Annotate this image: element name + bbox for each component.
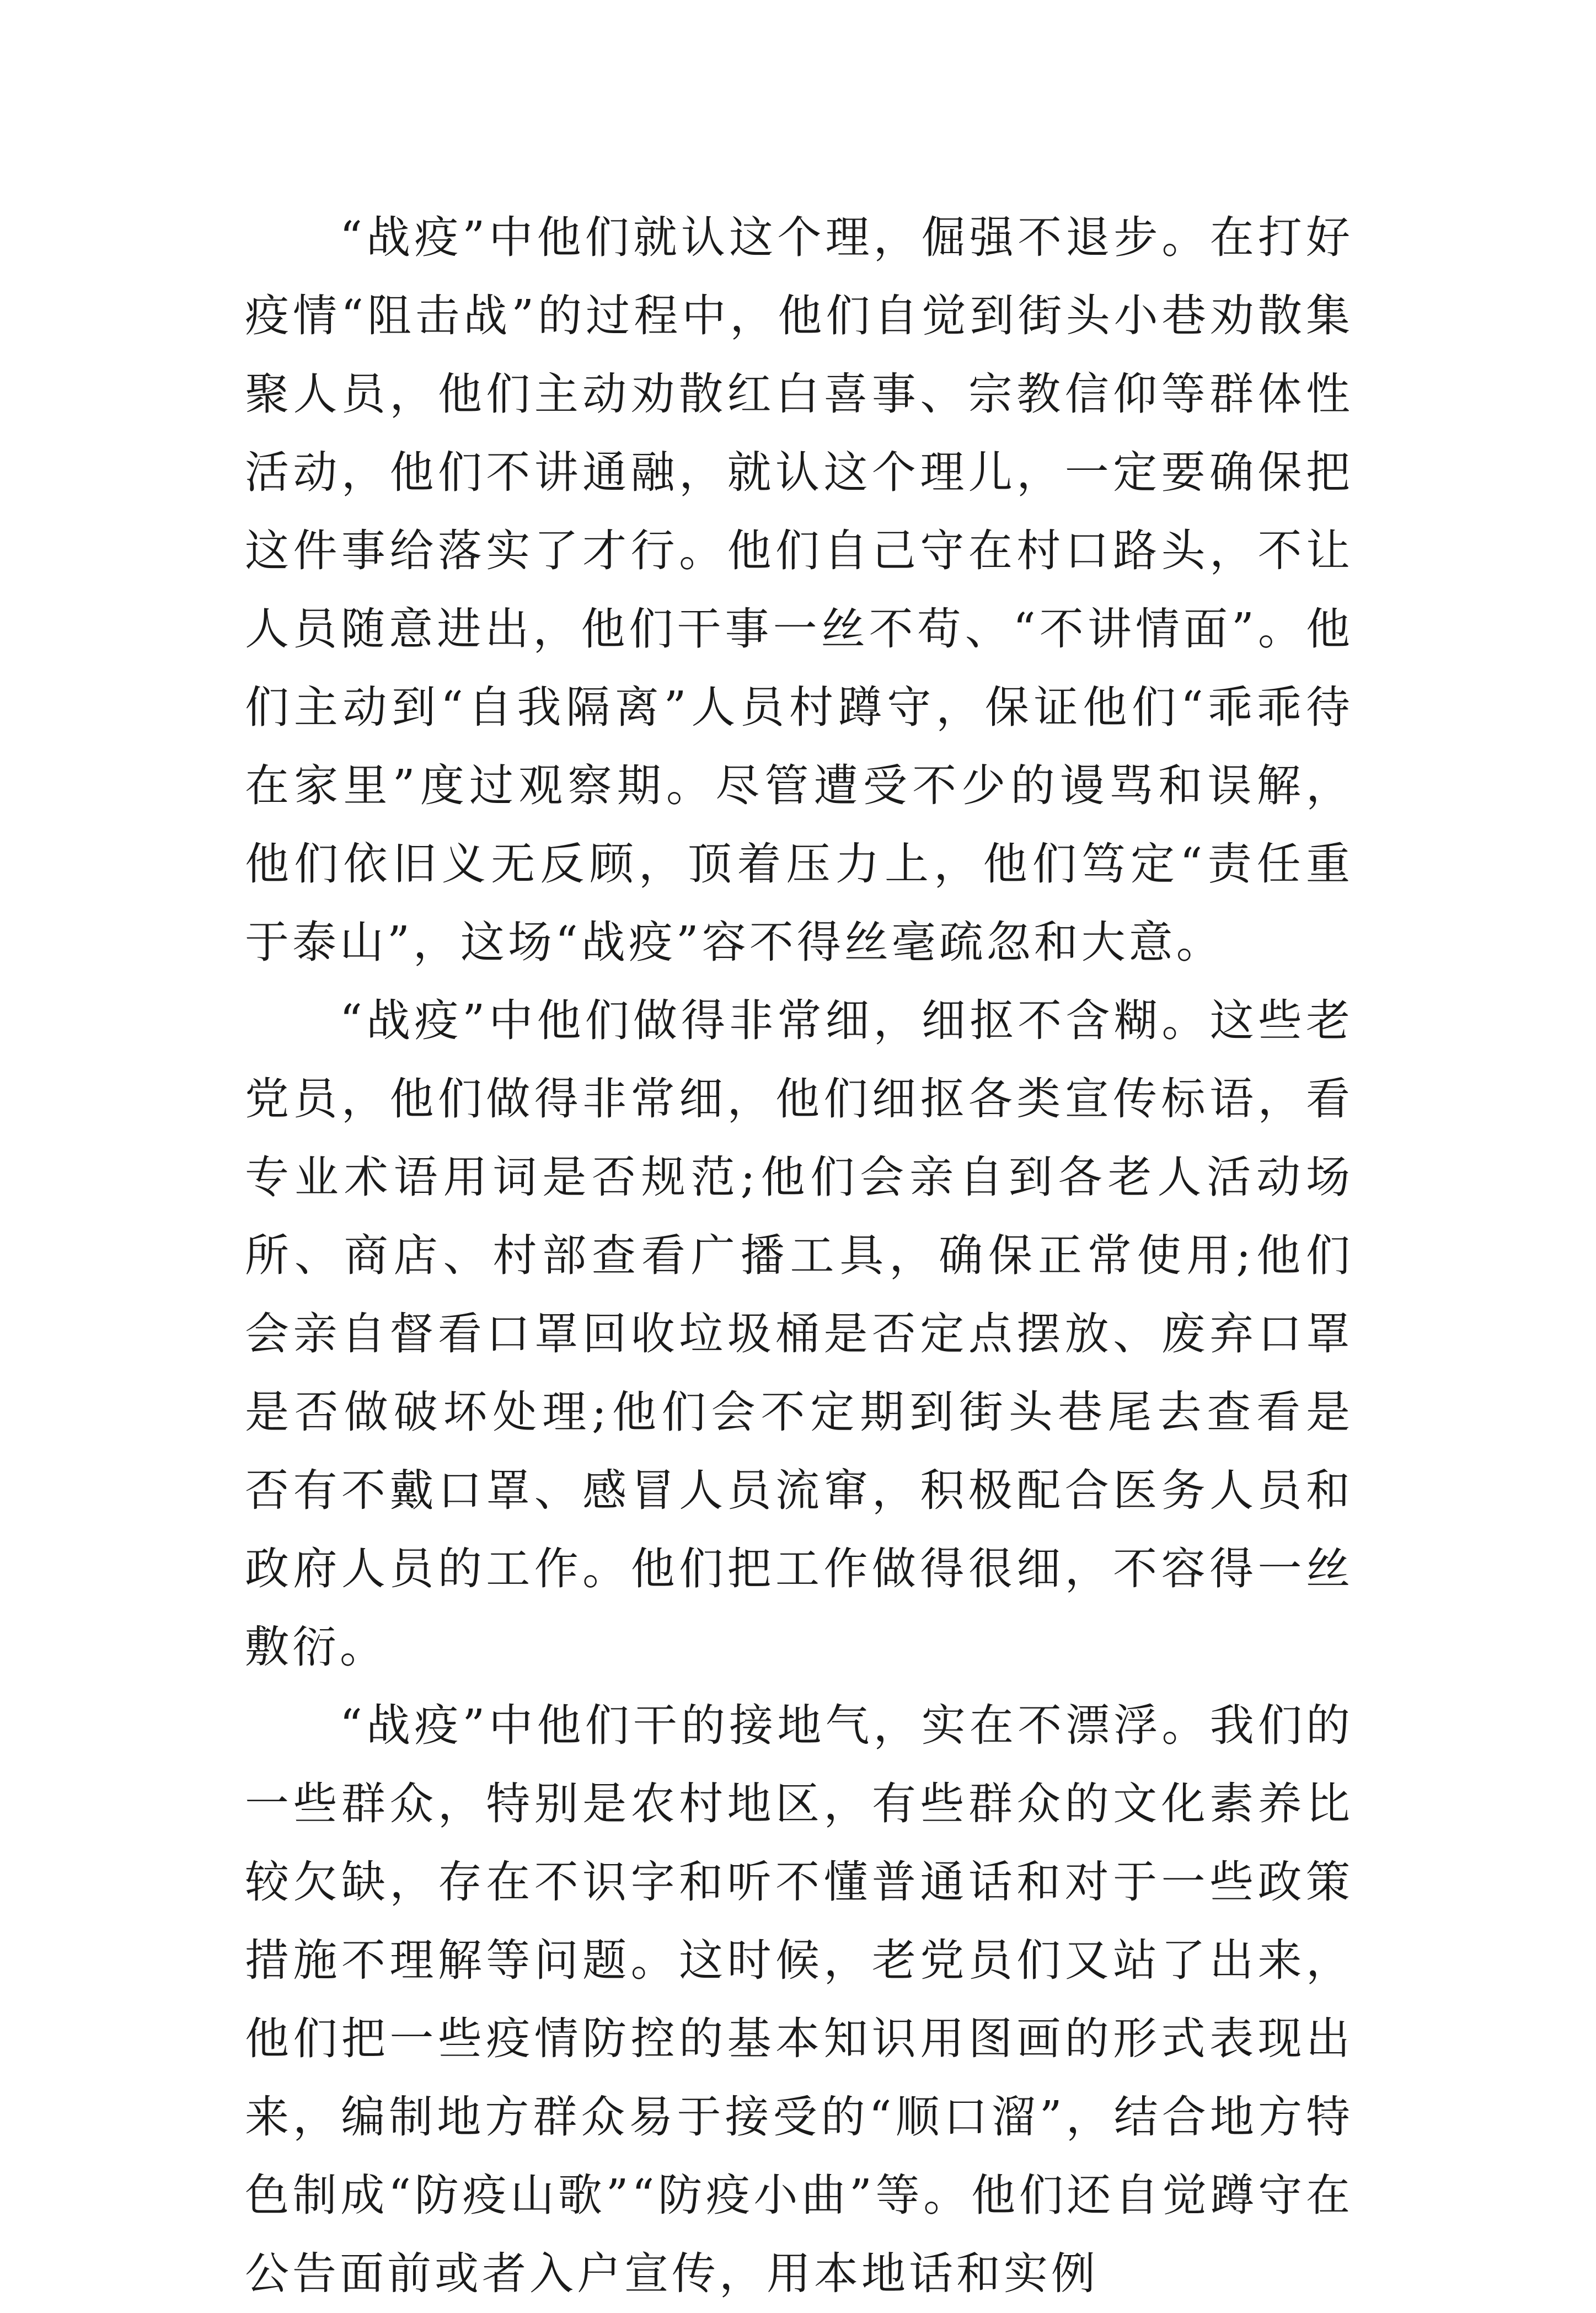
body-text: [245, 199, 1353, 2313]
paragraph-3: “战疫”中他们干的接地气，实在不漂浮。我们的一些群众，特别是农村地区，有些群众的文化素养比较欠缺，存在不识字和听不懂普通话和对于一些政策措施不理解等问题。这时候，老党员们又站了出来，他们把一些疫情防控的基本知识用图画的形式表现出来，编制地方群众易于接受的“顺口溜”，结合地方特色制成“防疫山歌”“防疫小曲”等。他们还自觉蹲守在公告面前或者入户宣传，用本地话和实例: [245, 1700, 1353, 2299]
paragraph-1: “战疫”中他们就认这个理，倔强不退步。在打好疫情“阻击战”的过程中，他们自觉到街头小巷劝散集聚人员，他们主动劝散红白喜事、宗教信仰等群体性活动，他们不讲通融，就认这个理儿，一定要确保把这件事给落实了才行。他们自己守在村口路头，不让人员随意进出，他们干事一丝不苟、“不讲情面”。他们主动到“自我隔离”人员村蹲守，保证他们“乖乖待在家里”度过观察期。尽管遭受不少的谩骂和误解，他们依旧义无反顾，顶着压力上，他们笃定“责任重于泰山”，这场“战疫”容不得丝毫疏忽和大意。: [245, 212, 1353, 968]
paragraph-2: “战疫”中他们做得非常细，细抠不含糊。这些老党员，他们做得非常细，他们细抠各类宣传标语，看专业术语用词是否规范;他们会亲自到各老人活动场所、商店、村部查看广播工具，确保正常使用;他们会亲自督看口罩回收垃圾桶是否定点摆放、废弃口罩是否做破坏处理;他们会不定期到街头巷尾去查看是否有不戴口罩、感冒人员流窜，积极配合医务人员和政府人员的工作。他们把工作做得很细，不容得一丝敷衍。: [245, 995, 1353, 1673]
